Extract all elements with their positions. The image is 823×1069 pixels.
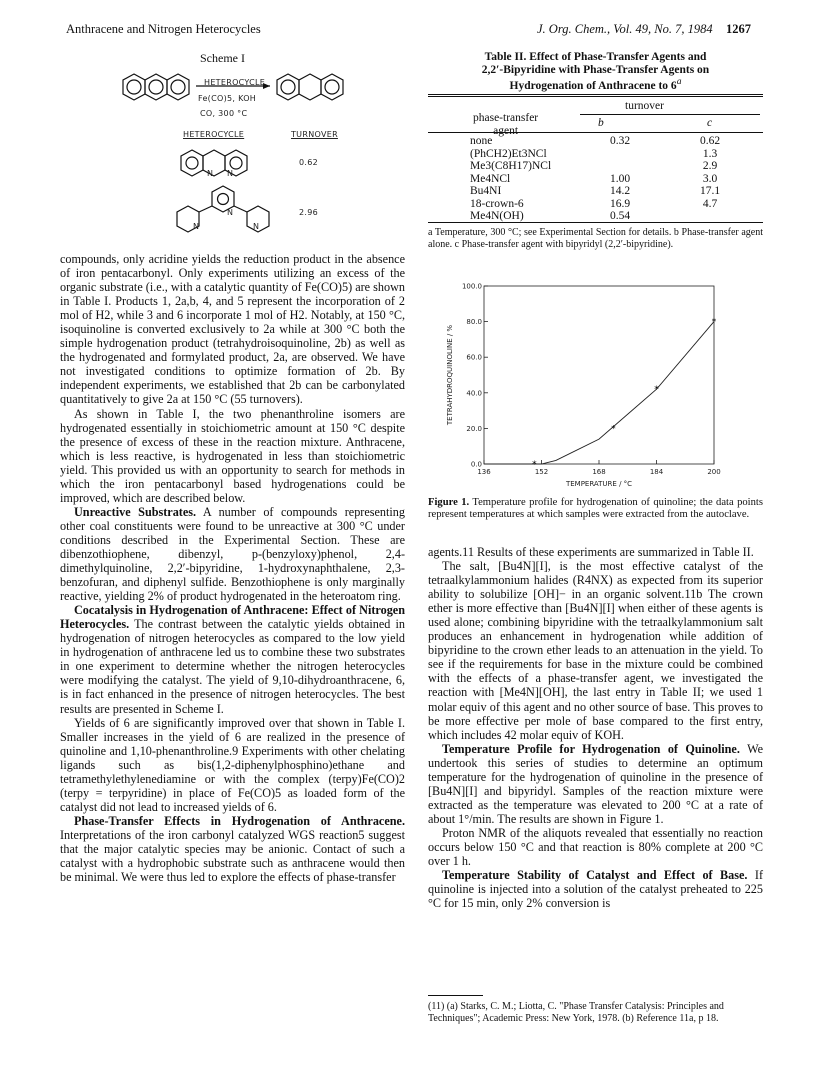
- table-col-b: b: [598, 117, 604, 129]
- scheme-col-heterocycle: HETEROCYCLE: [183, 130, 245, 139]
- x-tick-label: 168: [592, 468, 606, 476]
- arrow-reagent-top: HETEROCYCLE: [204, 78, 266, 87]
- x-tick-label: 200: [707, 468, 721, 476]
- section-heading: Cocatalysis in Hydrogenation of Anthracene: Effect of Nitrogen Heterocycles.: [60, 603, 405, 632]
- turnover-value: 0.62: [299, 158, 319, 167]
- arrow-reagent-1: Fe(CO)5, KOH: [198, 94, 257, 103]
- data-table: [466, 135, 764, 223]
- scheme-title: Scheme I: [200, 51, 245, 65]
- series-line: [484, 322, 714, 464]
- terpyridine-structure: [168, 184, 278, 234]
- y-tick-label: 20.0: [466, 424, 482, 433]
- paragraph: compounds, only acridine yields the reduction product in the absence of iron pentacarbonyl. Only experiments utilizing an excess of the organic substrate (i.e., with a catalytic quantity of Fe(CO)5) are shown in Table I. Products 1, 2a,b, 4, and 5 represent the incorporation of 2 mol of H2, while 3 and 6 incorporate 1 mol of H2. Notably, at 150 °C, isoquinoline is converted exclusively to 2a while at 300 °C both the simple hydrogenation product (tetrahydroisoquinoline, 2b) as well as the hydrogenated and formylated product, 2a, are observed. We have not investigated conditions to optimize formation of 2b. By independent experiments, we established that 2b can be carbonylated quantitatively to give 2a at 150 °C (55 turnovers).: [60, 252, 405, 407]
- paragraph: We undertook this series of studies to determine an optimum temperature for the hydrogenation of quinoline in the presence of [Bu4N][I] and bipyridyl. Samples of the reaction mixture were extracted as the temperature was elevated to 200 °C at a rate of about 1°/min. The results are shown in Figure 1.: [428, 741, 763, 826]
- table-row: Me4N(OH) 0.54: [470, 210, 631, 222]
- n-label: N: [227, 208, 234, 217]
- x-axis-label: TEMPERATURE / °C: [565, 480, 633, 488]
- dihydroanthracene-structure: [277, 74, 343, 100]
- paragraph: The contrast between the catalytic yields obtained in hydrogenation of nitrogen heterocycles as compared to the low yield in hydrogenation of anthracene led us to combine these two substrates in one experiment to determine whether the nitrogen heterocycles were modifying the catalyst. The yield of 9,10-dihydroanthracene, 6, is in fact enhanced in the presence of nitrogen heterocycles. The best results are presented in Scheme I.: [60, 617, 405, 716]
- y-tick-label: 0.0: [470, 460, 482, 469]
- right-column: [428, 545, 763, 910]
- paragraph: agents.11 Results of these experiments are summarized in Table II.: [428, 545, 754, 559]
- section-heading: Temperature Stability of Catalyst and Effect of Base.: [442, 868, 748, 883]
- n-label: N: [253, 222, 260, 231]
- data-point: *: [654, 385, 659, 396]
- n-label: N: [227, 169, 234, 178]
- page-number: 1267: [726, 22, 751, 36]
- table-footnote: a Temperature, 300 °C; see Experimental Section for details. b Phase-transfer agent alone. c Phase-transfer agent with bipyridyl (2,2′-bipyridine).: [428, 227, 763, 250]
- scheme-col-turnover: TURNOVER: [291, 130, 338, 139]
- paragraph: If quinoline is injected into a solution of the catalyst preheated to 225 °C for 15 min, only 2% conversion is: [428, 868, 764, 911]
- table-title: Table II. Effect of Phase-Transfer Agents and 2,2′-Bipyridine with Phase-Transfer Agents on Hydrogenation of Anthracene to 6$^a$: [481, 51, 710, 92]
- figure-chart: [428, 278, 763, 493]
- table-row: (PhCH2)Et3NCl 1.3: [470, 147, 718, 160]
- x-tick-label: 136: [477, 468, 491, 476]
- y-tick-label: 80.0: [466, 318, 482, 327]
- table-row: Me4NCl 1.00 3.0: [470, 172, 718, 185]
- y-axis-label: TETRAHYDROQUINOLINE / %: [446, 324, 454, 426]
- section-heading: Phase-Transfer Effects in Hydrogenation of Anthracene.: [74, 813, 405, 828]
- figure-caption: Figure 1. Temperature profile for hydrogenation of quinoline; the data points represent temperatures at which samples were extracted from the autoclave.: [428, 497, 763, 521]
- section-heading: Unreactive Substrates.: [74, 504, 197, 519]
- paragraph: As shown in Table I, the two phenanthroline isomers are hydrogenated essentially in stoichiometric amount at 150 °C despite the presence of excess of these in the reaction mixture. Anthracene, which is less reactive, is hydrogenated in less than stoichiometric yield. This provided us with an opportunity to search for methods in which the iron pentacarbonyl based hydrogenations could be improved, which are described below.: [60, 406, 405, 505]
- running-header-left: Anthracene and Nitrogen Heterocycles: [66, 22, 261, 36]
- arrow-reagent-2: CO, 300 °C: [200, 109, 248, 118]
- data-point: *: [532, 460, 537, 470]
- n-label: N: [193, 222, 200, 231]
- y-tick-label: 40.0: [466, 389, 482, 398]
- table-col-turnover: turnover: [625, 100, 664, 112]
- section-heading: Temperature Profile for Hydrogenation of Quinoline.: [442, 741, 740, 756]
- paragraph: The salt, [Bu4N][I], is the most effective catalyst of the tetraalkylammonium halides (R4NX) as expected from its superior ability to solubilize [OH]− in an organic solvent.11b The crown ether is more effective than [Bu4N][I] when either of these agents is used alone; combining bipyridine with the tetraalkylammonium salt produces an enhancement in hydrogenation while addition of bipyridine to the crown ether leads to an attenuation in the yield. To see if the requirements for base in the mixture could be combined with the effects of a phase-transfer agent, we investigated the reaction with [Me4N][OH], the last entry in Table II; we used 1 molar equiv of this agent and no other source of base. This proves to be more effective per mole of base compared to the first entry, which includes 42 molar equiv of KOH.: [428, 559, 763, 742]
- anthracene-structure: [123, 74, 189, 100]
- paragraph: Yields of 6 are significantly improved over that shown in Table I. Smaller increases in the yield of 6 are realized in the presence of quinoline and 1,10-phenanthroline.9 Experiments with other chelating ligands such as bis(1,2-diphenylphosphino)ethane and tetramethylethylenediamine or with the complex (terpy)Fe(CO)2 (terpy = terpyridine) in place of Fe(CO)5 as loaded form of the catalyst did not lead to increased yields of 6.: [60, 715, 405, 814]
- running-header-journal: J. Org. Chem., Vol. 49, No. 7, 1984: [537, 22, 713, 36]
- x-tick-label: 152: [534, 468, 549, 476]
- table-col-agent: phase-transfer agent: [473, 112, 539, 137]
- phenanthroline-structure: [170, 142, 260, 182]
- n-label: N: [207, 169, 214, 178]
- table-row: 18-crown-6 16.9 4.7: [470, 197, 718, 210]
- footnote: (11) (a) Starks, C. M.; Liotta, C. "Phase Transfer Catalysis: Principles and Techniques"; Academic Press: New York, 1978. (b) Reference 11a, p 18.: [428, 1001, 724, 1024]
- table-row: none 0.32 0.62: [470, 135, 721, 147]
- left-column: [60, 252, 405, 884]
- x-tick-label: 184: [649, 468, 664, 476]
- paragraph: Proton NMR of the aliquots revealed that essentially no reaction occurs below 150 °C and that reaction is 80% complete at 200 °C over 1 h.: [428, 825, 763, 869]
- y-tick-label: 60.0: [466, 353, 482, 362]
- y-tick-label: 100.0: [461, 282, 482, 291]
- plot-frame: [484, 286, 714, 464]
- paragraph: Interpretations of the iron carbonyl catalyzed WGS reaction5 suggest that the major catalytic species may be anionic. Contact of such a catalyst with a hydrophobic substrate such as anthracene would then be minimal. We were thus led to explore the effects of phase-transfer: [60, 827, 405, 885]
- table-col-c: c: [707, 117, 713, 129]
- turnover-value: 2.96: [299, 208, 319, 217]
- paragraph: A number of compounds representing other coal constituents were found to be unreactive at 300 °C under conditions described in the Experimental Section. These are dibenzothiophene, dibenzyl, p-(benzyloxy)phenol, 2,4-dimethylquinoline, 2,2′-bipyridine, 1-hydroxynaphthalene, 2,3-benzofuran, and diphenyl sulfide. Benzothiophene is only marginally reactive, yielding 2% of product hydrogenated in the heteroatom ring.: [60, 504, 405, 604]
- data-point: *: [711, 317, 717, 328]
- data-point: *: [611, 424, 616, 435]
- table-row: Me3(C8H17)NCl 2.9: [470, 160, 718, 172]
- table-row: Bu4NI 14.2 17.1: [470, 185, 721, 197]
